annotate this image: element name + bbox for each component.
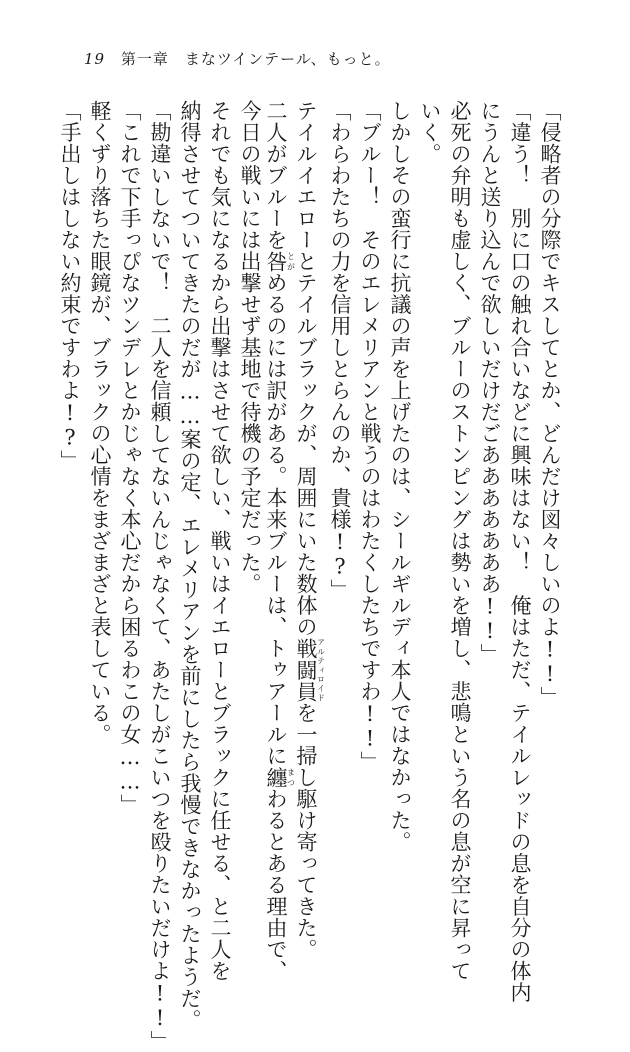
text-column: 「わらわたちの力を信用しとらんのか、貴様!?」	[328, 100, 352, 601]
text-column: テイルイエローとテイルブラックが、周囲にいた数体の戦闘員アルティロイドを一掃し駆け寄ってきた。	[294, 100, 326, 960]
page-number: 19	[84, 50, 106, 68]
text-column: しかしその蛮行に抗議の声を上げたのは、シールギルディ本人ではなかった。	[388, 100, 412, 853]
text-column: 「勘違いしないで！ 二人を信頼してないんじゃなくて、あたしがこいつを殴りたいだけよ!!」	[148, 100, 172, 1052]
text-column: 「侵略者の分際でキスしてとか、どんだけ図々しいのよ!!」	[538, 100, 562, 708]
text-column: にうんと送り込んで欲しいだけだごあああああああ!!」	[478, 100, 502, 665]
furigana: 咎とが	[264, 250, 296, 272]
text-column: 今日の戦いには出撃せず基地で待機の予定だった。	[238, 100, 262, 595]
text-column: 「手出しはしない約束ですわよ!?」	[58, 100, 82, 472]
furigana: 纏まつ	[264, 766, 296, 788]
page-header	[84, 48, 391, 69]
text-column: それでも気になるから出撃はさせて欲しい、戦いはイエローとブラックに任せる、と二人を	[208, 100, 232, 982]
text-column: 「ブルー！ そのエレメリアンと戦うのはわたくしたちですわ!!」	[358, 100, 382, 773]
text-column: いく。	[418, 100, 442, 165]
text-column: 二人がブルーを咎とがめるのには訳がある。本来ブルーは、トゥアールに纏まつわるとある理由で、	[264, 100, 296, 982]
chapter-title: 第一章 まなツインテール、もっと。	[120, 50, 391, 68]
text-column: 軽くずり落ちた眼鏡が、ブラックの心情をまざまざと表している。	[88, 100, 112, 745]
furigana: 戦闘員アルティロイド	[294, 637, 326, 702]
text-column: 「これで下手っぴなツンデレとかじゃなく本心だから困るわこの女……」	[118, 100, 142, 816]
text-column: 納得させてついてきたのだが……案の定、エレメリアンを前にしたら我慢できなかったようだ。	[178, 100, 202, 1031]
text-column: 「違う！ 別に口の触れ合いなどに興味はない！ 俺はただ、テイルレッドの息を自分の体内	[508, 100, 532, 1003]
text-column: 必死の弁明も虚しく、ブルーのストンピングは勢いを増し、悲鳴という名の息が空に昇って	[448, 100, 472, 982]
